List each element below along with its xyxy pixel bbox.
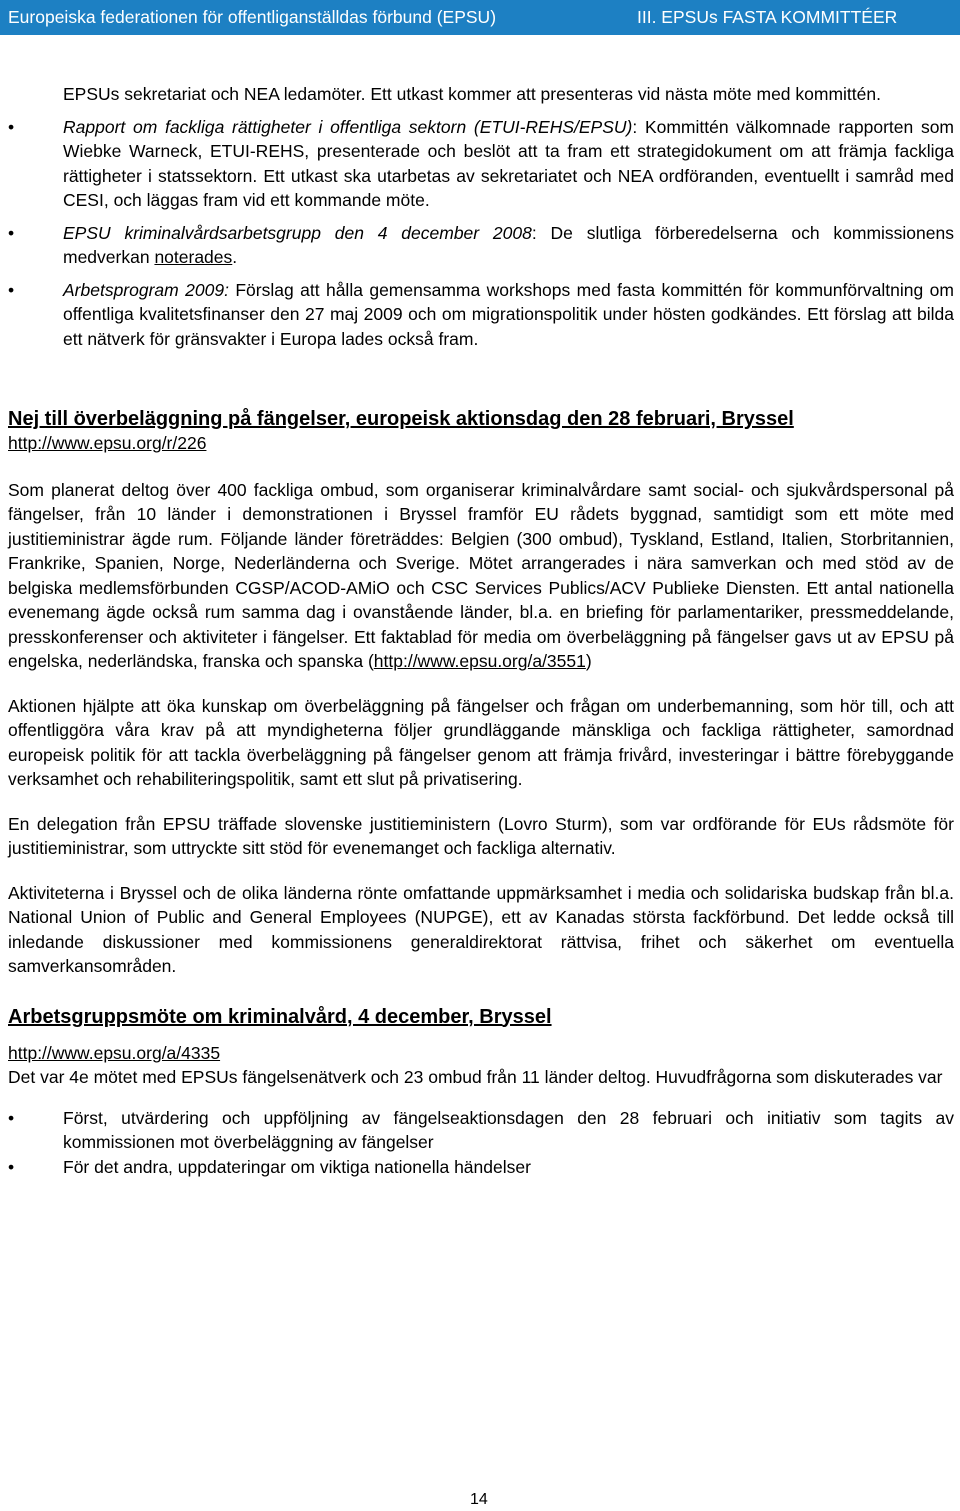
list-item-underlined: noterades — [154, 247, 233, 267]
paragraph — [8, 478, 954, 674]
list-item-sep: : — [531, 222, 551, 243]
section-title — [8, 1005, 954, 1029]
section-title-text: Arbetsgruppsmöte om kriminalvård, 4 december, Bryssel — [8, 1005, 552, 1028]
section-title-text: Nej till överbeläggning på fängelser, europeisk aktionsdag den 28 februari, Bryssel — [8, 408, 794, 430]
paragraph-text: Det var 4e mötet med EPSUs fängelsenätverk och 23 ombud från 11 länder deltog. Huvudfrågorna som diskuterades var — [8, 1067, 943, 1087]
document-body — [8, 82, 954, 1179]
bullet-dot-icon: • — [8, 1107, 15, 1128]
list-item-label: EPSU kriminalvårdsarbetsgrupp den 4 december 2008 — [63, 222, 532, 243]
section-prisons-action-day — [8, 407, 954, 979]
bullet-dot-icon: • — [8, 1156, 15, 1177]
header-right-title: III. EPSUs FASTA KOMMITTÉER — [637, 7, 898, 27]
page-header — [0, 0, 960, 35]
list-item — [8, 115, 954, 213]
list-item-text: Först, utvärdering och uppföljning av fängelseaktionsdagen den 28 februari och initiativ som tagits av kommissionen mot överbeläggning av fängelser — [63, 1107, 954, 1152]
intro-continued — [8, 82, 954, 107]
list-item — [8, 278, 954, 352]
section-link[interactable]: http://www.epsu.org/a/4335 — [8, 1042, 221, 1063]
top-bullet-list — [8, 115, 954, 352]
bullet-dot-icon: • — [8, 279, 15, 300]
list-item — [8, 1106, 954, 1155]
list-item-text: Förslag att hålla gemensamma workshops med fasta kommittén för kommunförvaltning om offentliga kvalitetsfinanser den 27 maj 2009 och om migrationspolitik under hösten godkändes. Ett förslag att bilda ett nätverk för gränsvakter i Europa lades också fram. — [63, 279, 954, 349]
paragraph-text: Som planerat deltog över 400 fackliga ombud, som organiserar kriminalvårdare samt social- och sjukvårdspersonal på fängelser, från 10 länder i demonstrationen i Bryssel framför EU rådets byggnad, samtidigt som ett möte med justitieministrar ägde rum. Följande länder företräddes: Belgien (300 ombud), Tyskland, Estland, Italien, Storbritannien, Frankrike, Spanien, Norge, Nederländerna och Sverige. Mötet arrangerades i nära samverkan och med stöd av de belgiska medlemsförbunden CGSP/ACOD-AMiO och CSC Services Publics/ACV Publieke Diensten. Ett antal nationella evenemang ägde också rum samma dag i ovanstående länder, bl.a. en briefing för parlamentariker, pressmeddelande, presskonferenser och aktiviteter i fängelser. Ett faktablad för media om överbeläggning på fängelser gavs ut av EPSU på engelska, nederländska, franska och spanska ( — [8, 479, 954, 671]
bullet-dot-icon: • — [8, 116, 15, 137]
list-item — [8, 221, 954, 270]
list-item-label: Arbetsprogram 2009: — [63, 279, 229, 300]
list-item-sep: : — [632, 116, 645, 137]
list-item-label: Rapport om fackliga rättigheter i offentliga sektorn (ETUI-REHS/EPSU) — [63, 116, 633, 137]
list-item-after: . — [232, 247, 238, 267]
section-title — [8, 407, 954, 431]
inline-link[interactable]: http://www.epsu.org/a/3551 — [373, 651, 586, 671]
paragraph — [8, 812, 954, 861]
paragraph-end: ) — [585, 651, 592, 671]
list-item — [8, 1155, 954, 1180]
paragraph-text: En delegation från EPSU träffade slovenske justitieministern (Lovro Sturm), som var ordförande för EUs rådsmöte för justitieministrar, som uttryckte sitt stöd för evenemanget och fackliga alternativ. — [8, 813, 954, 858]
list-item-text: För det andra, uppdateringar om viktiga nationella händelser — [63, 1156, 531, 1177]
section-working-group-meeting — [8, 1005, 954, 1180]
section-link[interactable]: http://www.epsu.org/r/226 — [8, 433, 207, 453]
meeting-topics-list — [8, 1106, 954, 1180]
paragraph-text: Aktionen hjälpte att öka kunskap om överbeläggning på fängelser och frågan om underbemanning, som hör till, och att offentliggöra våra krav på att myndigheterna följer grundläggande mänskliga och fackliga rättigheter, samordnad europeisk politik för att tackla överbeläggning på fängelser genom att främja frivård, investeringar i bättre förebyggande verksamhet och rehabiliteringspolitik, samt ett slut på privatisering. — [8, 695, 954, 789]
header-left-title: Europeiska federationen för offentliganställdas förbund (EPSU) — [8, 7, 497, 27]
paragraph — [8, 1065, 954, 1090]
list-item-text: De slutliga förberedelserna och kommissionens medverkan — [63, 222, 954, 267]
paragraph-text: Aktiviteterna i Bryssel och de olika länderna rönte omfattande uppmärksamhet i media och solidariska budskap från bl.a. National Union of Public and General Employees (NUPGE), ett av Kanadas största fackförbund. Det ledde också till inledande diskussioner med kommissionens generaldirektorat rättvisa, frihet och säkerhet om eventuella samverkansområden. — [8, 882, 954, 976]
paragraph — [8, 694, 954, 792]
intro-text: EPSUs sekretariat och NEA ledamöter. Ett utkast kommer att presenteras vid nästa möte med kommittén. — [63, 84, 881, 104]
paragraph — [8, 881, 954, 979]
list-item-text: Kommittén välkomnade rapporten som Wiebke Warneck, ETUI-REHS, presenterade och beslöt att ta fram ett strategidokument om att främja fackliga rättigheter i statssektorn. Ett utkast ska utarbetas av sekretariatet och NEA ordföranden, eventuellt i samråd med CESI, och läggas fram vid ett kommande möte. — [63, 116, 955, 210]
bullet-dot-icon: • — [8, 222, 15, 243]
page-number: 14 — [470, 1491, 488, 1508]
